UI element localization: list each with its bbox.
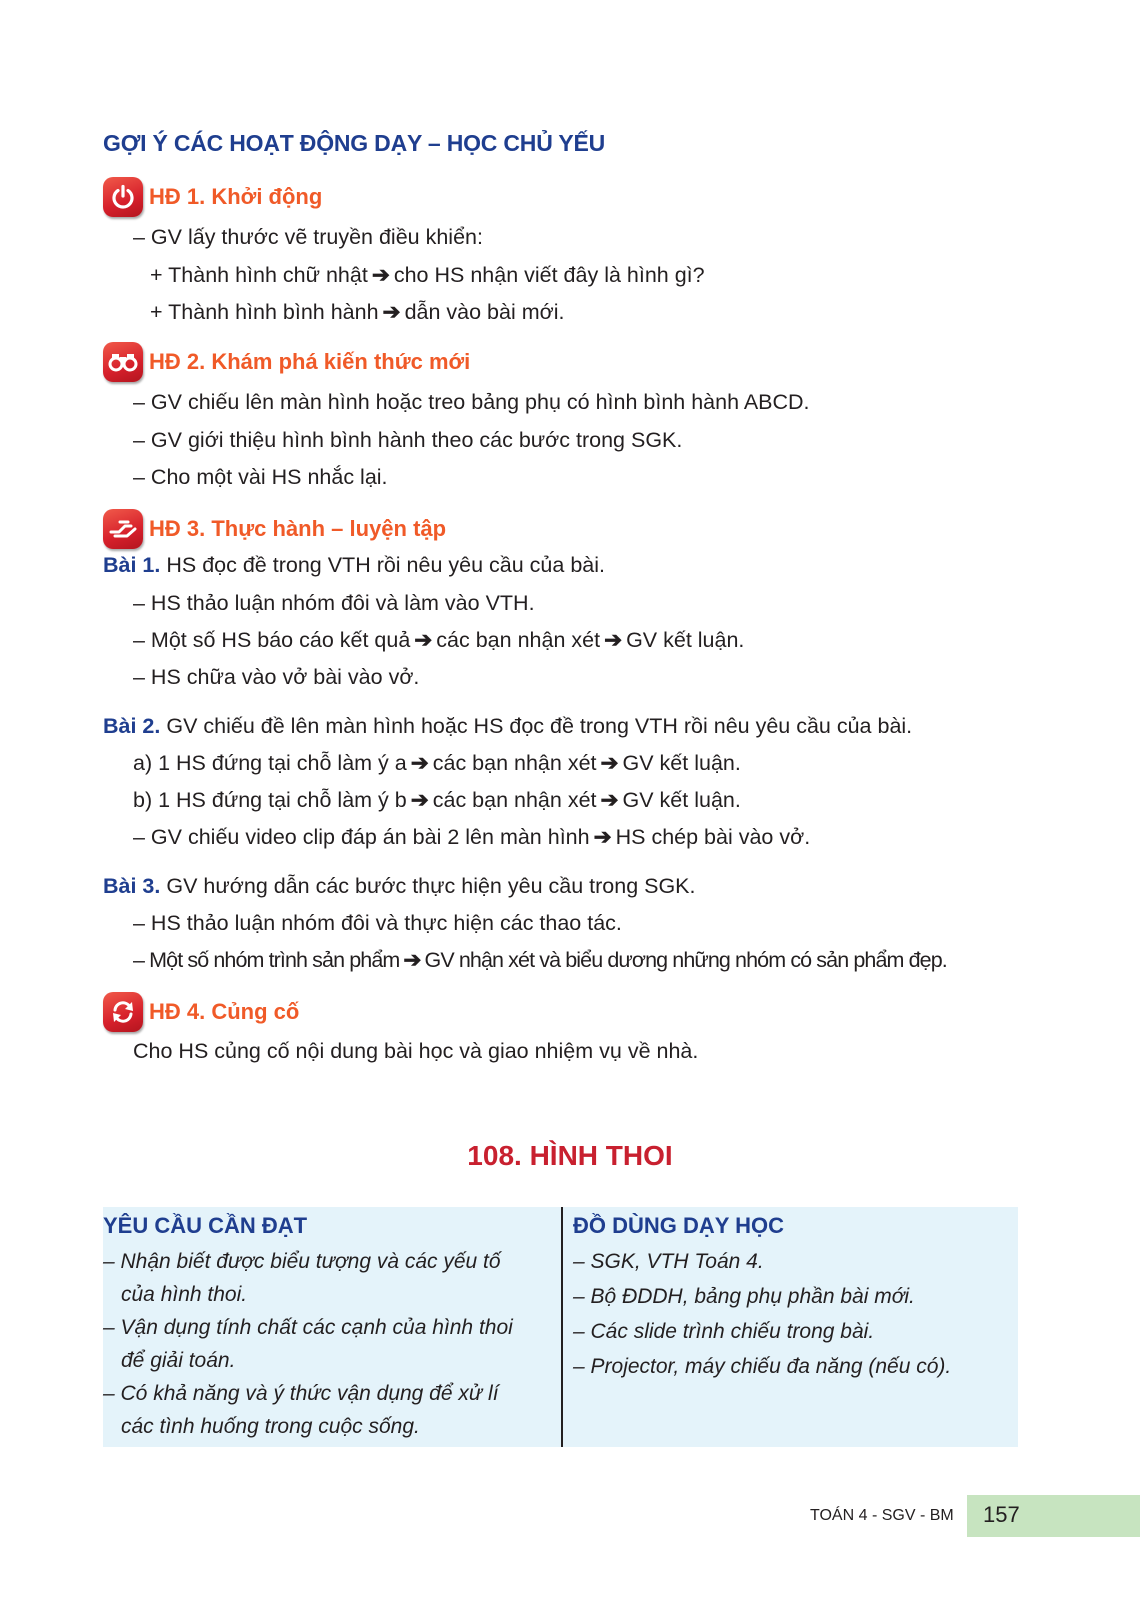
- section-heading: GỢI Ý CÁC HOẠT ĐỘNG DẠY – HỌC CHỦ YẾU: [103, 130, 606, 156]
- hd2-heading: [103, 340, 470, 384]
- arrow-icon: ➔: [414, 628, 433, 652]
- bai2-intro: Bài 2. GV chiếu đề lên màn hình hoặc HS đọc đề trong VTH rồi nêu yêu cầu của bài.: [103, 714, 913, 738]
- hd2-title: HĐ 2. Khám phá kiến thức mới: [149, 349, 471, 374]
- bai1-line-3: – HS chữa vào vở bài vào vở.: [133, 665, 420, 689]
- bai1-line-1: – HS thảo luận nhóm đôi và làm vào VTH.: [133, 591, 535, 615]
- bai3-intro: Bài 3. GV hướng dẫn các bước thực hiện yêu cầu trong SGK.: [103, 874, 696, 898]
- hd3-heading: [103, 507, 446, 551]
- refresh-cycle-icon: [103, 992, 143, 1032]
- hd1-line-3: + Thành hình bình hành ➔ dẫn vào bài mới.: [150, 300, 565, 324]
- arrow-icon: ➔: [593, 825, 612, 849]
- requirements-line-3: – Vận dụng tính chất các cạnh của hình thoi: [103, 1316, 513, 1339]
- requirements-line-2: của hình thoi.: [121, 1283, 248, 1306]
- bai3-line-2: – Một số nhóm trình sản phẩm ➔ GV nhận xét và biểu dương những nhóm có sản phẩm đẹp.: [133, 948, 947, 972]
- arrow-icon: ➔: [382, 300, 401, 324]
- column-divider: [561, 1207, 563, 1447]
- hd4-heading: [103, 990, 299, 1034]
- bai1-label: Bài 1.: [103, 553, 161, 577]
- arrow-icon: ➔: [403, 948, 421, 972]
- hd2-line-1: – GV chiếu lên màn hình hoặc treo bảng phụ có hình bình hành ABCD.: [133, 390, 810, 414]
- bai2-line-b: b) 1 HS đứng tại chỗ làm ý b ➔ các bạn nhận xét ➔ GV kết luận.: [133, 788, 741, 812]
- bai3-label: Bài 3.: [103, 874, 161, 898]
- hd4-title: HĐ 4. Củng cố: [149, 999, 300, 1024]
- arrow-icon: ➔: [410, 751, 429, 775]
- materials-heading: ĐỒ DÙNG DẠY HỌC: [573, 1213, 785, 1238]
- bai1-line-2: – Một số HS báo cáo kết quả ➔ các bạn nhận xét ➔ GV kết luận.: [133, 628, 745, 652]
- bai2-line-a: a) 1 HS đứng tại chỗ làm ý a ➔ các bạn nhận xét ➔ GV kết luận.: [133, 751, 741, 775]
- arrow-icon: ➔: [371, 263, 390, 287]
- page-number: 157: [983, 1502, 1020, 1527]
- requirements-line-5: – Có khả năng và ý thức vận dụng để xử lí: [103, 1382, 499, 1405]
- hd1-line-2: + Thành hình chữ nhật ➔ cho HS nhận viết đây là hình gì?: [150, 263, 705, 287]
- requirements-line-4: để giải toán.: [121, 1349, 236, 1372]
- arrow-icon: ➔: [604, 628, 623, 652]
- bai3-line-1: – HS thảo luận nhóm đôi và thực hiện các thao tác.: [133, 911, 622, 935]
- hd2-line-2: – GV giới thiệu hình bình hành theo các bước trong SGK.: [133, 428, 683, 452]
- power-icon: [103, 177, 143, 217]
- hd1-title: HĐ 1. Khởi động: [149, 184, 323, 209]
- materials-line-1: – SGK, VTH Toán 4.: [573, 1250, 764, 1273]
- requirements-heading: YÊU CẦU CẦN ĐẠT: [103, 1213, 308, 1238]
- hd2-line-3: – Cho một vài HS nhắc lại.: [133, 465, 388, 489]
- lesson-title: 108. HÌNH THOI: [467, 1140, 673, 1171]
- materials-line-2: – Bộ ĐDDH, bảng phụ phần bài mới.: [573, 1285, 915, 1308]
- materials-line-4: – Projector, máy chiếu đa năng (nếu có).: [573, 1355, 952, 1378]
- hd3-title: HĐ 3. Thực hành – luyện tập: [149, 516, 447, 541]
- arrow-icon: ➔: [600, 788, 619, 812]
- hd1-line-1: – GV lấy thước vẽ truyền điều khiển:: [133, 225, 483, 249]
- materials-line-3: – Các slide trình chiếu trong bài.: [573, 1320, 875, 1343]
- bai2-line-c: – GV chiếu video clip đáp án bài 2 lên màn hình ➔ HS chép bài vào vở.: [133, 825, 811, 849]
- practice-hands-icon: [103, 509, 143, 549]
- arrow-icon: ➔: [600, 751, 619, 775]
- binoculars-icon: [103, 342, 143, 382]
- requirements-line-6: các tình huống trong cuộc sống.: [121, 1415, 420, 1438]
- hd1-heading: [103, 175, 322, 219]
- bai1-intro: Bài 1. HS đọc đề trong VTH rồi nêu yêu cầu của bài.: [103, 553, 605, 577]
- footer-book-title: TOÁN 4 - SGV - BM: [810, 1507, 954, 1524]
- bai2-label: Bài 2.: [103, 714, 161, 738]
- requirements-line-1: – Nhận biết được biểu tượng và các yếu tố: [103, 1250, 501, 1273]
- hd4-text: Cho HS củng cố nội dung bài học và giao nhiệm vụ về nhà.: [133, 1039, 699, 1063]
- arrow-icon: ➔: [410, 788, 429, 812]
